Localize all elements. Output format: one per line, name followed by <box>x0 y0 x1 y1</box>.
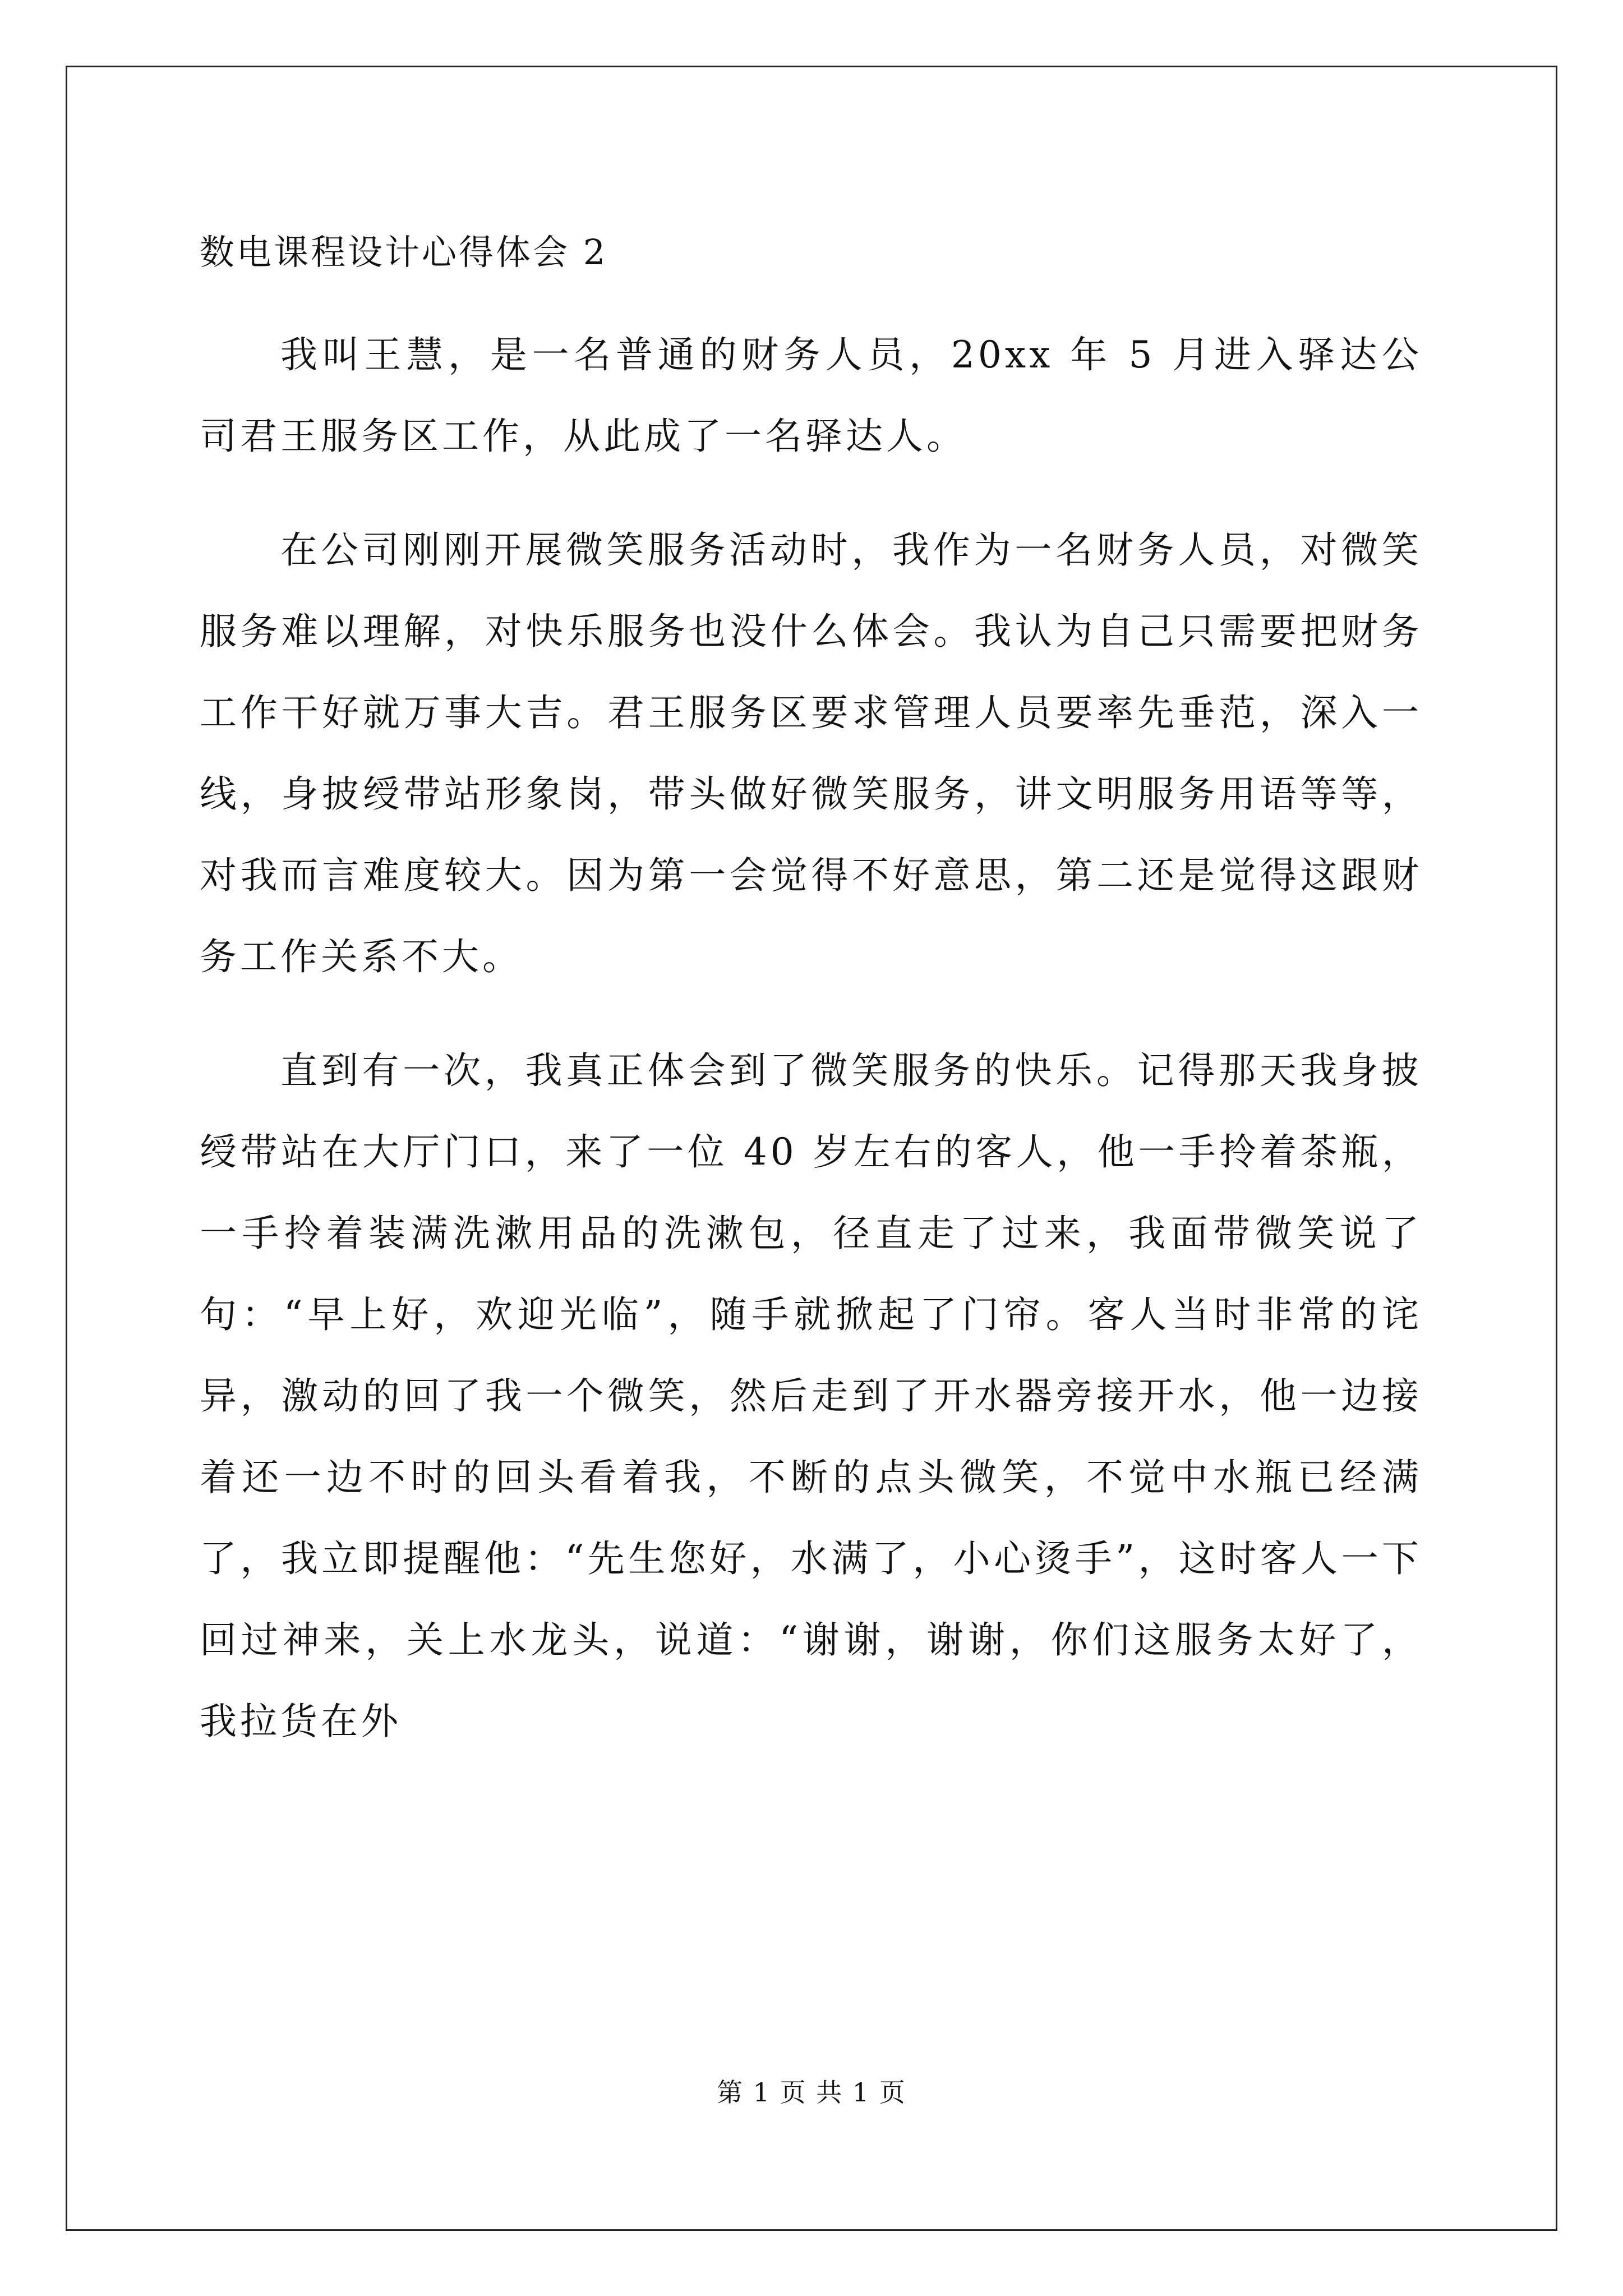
paragraph-1: 我叫王慧，是一名普通的财务人员，20xx 年 5 月进入驿达公司君王服务区工作，从此成了一名驿达人。 <box>200 333 1422 458</box>
paragraph-3: 直到有一次，我真正体会到了微笑服务的快乐。记得那天我身披绶带站在大厅门口，来了一位 40 岁左右的客人，他一手拎着茶瓶，一手拎着装满洗漱用品的洗漱包，径直走了过来，我面带微笑说了句：“早上好，欢迎光临”，随手就掀起了门帘。客人当时非常的诧异，激动的回了我一个微笑，然后走到了开水器旁接开水，他一边接着还一边不时的回头看着我，不断的点头微笑，不觉中水瓶已经满了，我立即提醒他：“先生您好，水满了，小心烫手”，这时客人一下回过神来，关上水龙头，说道：“谢谢，谢谢，你们这服务太好了，我拉货在外 <box>200 1049 1422 1743</box>
paragraph-2: 在公司刚刚开展微笑服务活动时，我作为一名财务人员，对微笑服务难以理解，对快乐服务也没什么体会。我认为自己只需要把财务工作干好就万事大吉。君王服务区要求管理人员要率先垂范，深入一线，身披绶带站形象岗，带头做好微笑服务，讲文明服务用语等等，对我而言难度较大。因为第一会觉得不好意思，第二还是觉得这跟财务工作关系不大。 <box>200 528 1422 978</box>
document-title: 数电课程设计心得体会 2 <box>200 232 608 273</box>
document-body <box>200 213 1422 1762</box>
page-number-footer: 第 1 页 共 1 页 <box>717 2077 906 2108</box>
